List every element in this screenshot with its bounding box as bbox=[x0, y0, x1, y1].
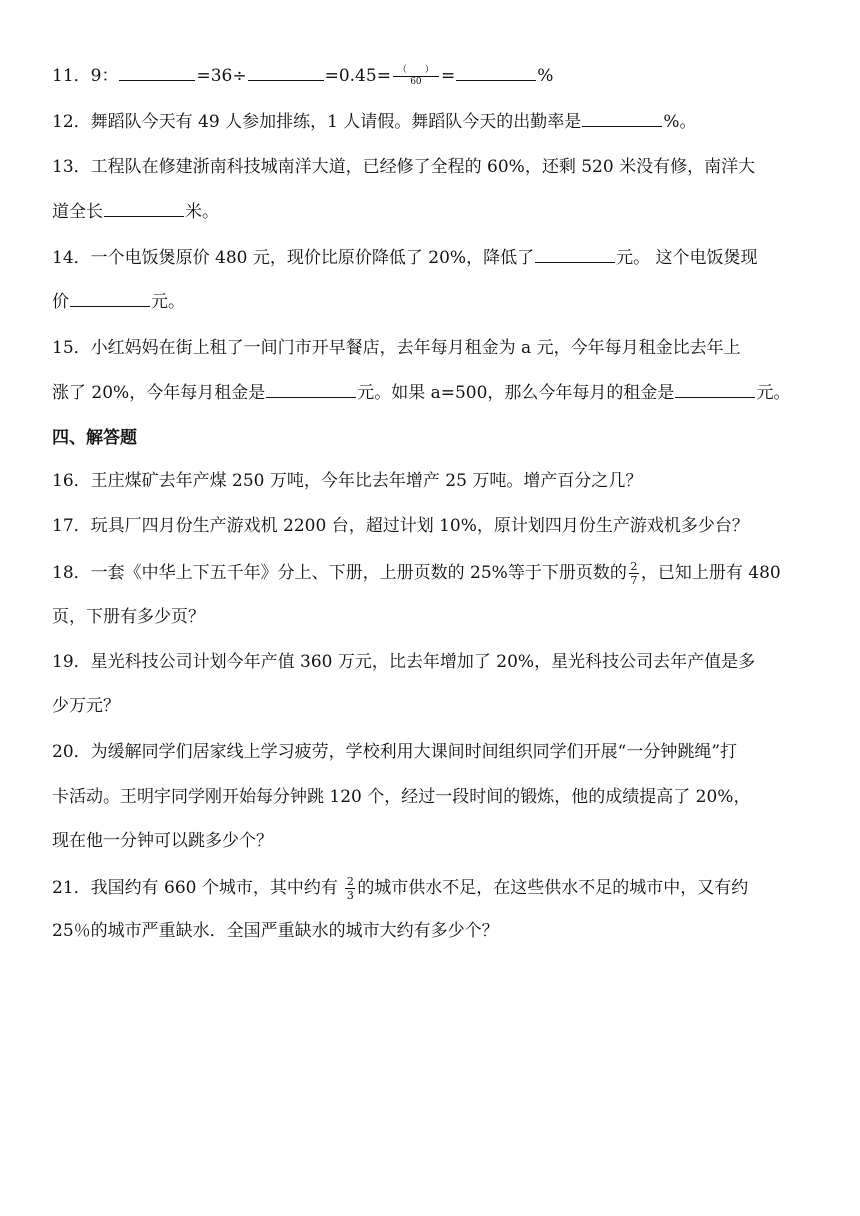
question-12: 12．舞蹈队今天有 49 人参加排练，1 人请假。舞蹈队今天的出勤率是 %。 bbox=[52, 112, 697, 132]
question-number: 20． bbox=[52, 742, 91, 762]
question-21-line-2: 25％的城市严重缺水．全国严重缺水的城市大约有多少个？ bbox=[52, 921, 499, 941]
answer-blank[interactable] bbox=[535, 246, 615, 263]
question-20-line-2: 卡活动。王明宇同学刚开始每分钟跳 120 个，经过一段时间的锻炼，他的成绩提高了 20%， bbox=[52, 787, 751, 807]
question-21-line-1: 21．我国约有 660 个城市，其中约有 $\frac{2}{3}$ 的城市供水不足，在这些供水不足的城市中，又有约 bbox=[52, 875, 749, 902]
answer-blank[interactable] bbox=[119, 64, 195, 81]
answer-blank[interactable] bbox=[104, 200, 184, 217]
question-19-line-1: 19．星光科技公司计划今年产值 360 万元，比去年增加了 20%，星光科技公司去年产值是多 bbox=[52, 652, 756, 672]
question-16: 16．王庄煤矿去年产煤 250 万吨，今年比去年增产 25 万吨。增产百分之几？ bbox=[52, 471, 643, 491]
question-11: 11．9： =36÷ =0.45= $\frac{( )}{60}$ = % bbox=[52, 65, 554, 87]
section-heading: 四、解答题 bbox=[52, 428, 137, 448]
question-20-line-1: 20．为缓解同学们居家线上学习疲劳，学校利用大课间时间组织同学们开展“一分钟跳绳”打 bbox=[52, 742, 738, 762]
question-17: 17．玩具厂四月份生产游戏机 2200 台，超过计划 10%，原计划四月份生产游戏机多少台？ bbox=[52, 516, 749, 536]
question-15-line-1: 15．小红妈妈在街上租了一间门市开早餐店，去年每月租金为 a 元，今年每月租金比去年上 bbox=[52, 338, 741, 358]
answer-blank[interactable] bbox=[582, 110, 662, 127]
answer-blank[interactable] bbox=[675, 381, 755, 398]
question-19-line-2: 少万元？ bbox=[52, 696, 120, 716]
answer-blank[interactable] bbox=[248, 64, 324, 81]
answer-blank[interactable] bbox=[266, 381, 356, 398]
fraction: $\frac{( )}{60}$ bbox=[393, 66, 439, 87]
question-number: 19． bbox=[52, 652, 91, 672]
question-number: 14． bbox=[52, 248, 91, 268]
question-number: 11． bbox=[52, 66, 91, 86]
question-number: 17． bbox=[52, 516, 91, 536]
question-18-line-2: 页，下册有多少页？ bbox=[52, 607, 205, 627]
question-number: 18． bbox=[52, 563, 91, 583]
answer-blank[interactable] bbox=[456, 64, 536, 81]
fraction: $\frac{2}{7}$ bbox=[630, 560, 638, 587]
question-number: 12． bbox=[52, 112, 91, 132]
question-13-line-1: 13．工程队在修建浙南科技城南洋大道，已经修了全程的 60%，还剩 520 米没有修，南洋大 bbox=[52, 157, 756, 177]
question-14-line-1: 14．一个电饭煲原价 480 元，现价比原价降低了 20%，降低了 元。 这个电饭煲现 bbox=[52, 248, 758, 268]
question-18-line-1: 18．一套《中华上下五千年》分上、下册，上册页数的 25%等于下册页数的 $\frac{2}{7}$ ，已知上册有 480 bbox=[52, 560, 781, 587]
question-20-line-3: 现在他一分钟可以跳多少个？ bbox=[52, 831, 273, 851]
question-14-line-2: 价 元。 bbox=[52, 292, 185, 312]
question-15-line-2: 涨了 20%，今年每月租金是 元。如果 a=500，那么今年每月的租金是 元。 bbox=[52, 383, 791, 403]
question-13-line-2: 道全长 米。 bbox=[52, 202, 219, 222]
question-number: 15． bbox=[52, 338, 91, 358]
answer-blank[interactable] bbox=[70, 290, 150, 307]
question-number: 16． bbox=[52, 471, 91, 491]
question-number: 21． bbox=[52, 878, 91, 898]
question-number: 13． bbox=[52, 157, 91, 177]
fraction: $\frac{2}{3}$ bbox=[346, 875, 354, 902]
